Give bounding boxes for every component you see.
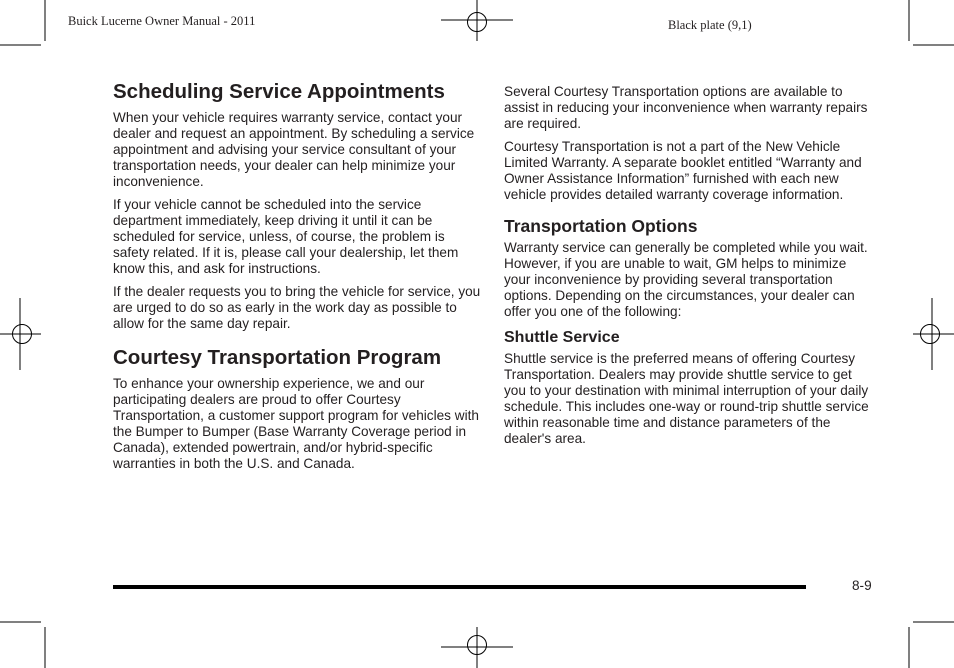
- registration-mark-top: [441, 0, 513, 41]
- registration-mark-bottom: [441, 627, 513, 668]
- heading-transportation-options: Transportation Options: [504, 216, 698, 236]
- page-number: 8-9: [852, 578, 872, 593]
- paragraph: When your vehicle requires warranty service, contact your dealer and request an appointment. By scheduling a service appointment and advising your service consultant of your transportation needs, your dealer can help minimize your inconvenience.: [113, 110, 475, 189]
- paragraph: To enhance your ownership experience, we and our participating dealers are proud to offer Courtesy Transportation, a customer support program for vehicles with the Bumper to Bumper (Base Warranty Coverage period in Canada), extended powertrain, and/or hybrid-specific warranties in both the U.S. and Canada.: [113, 376, 479, 471]
- footer-rule: [113, 585, 806, 589]
- section-scheduling-service-appointments: [113, 80, 481, 332]
- heading-shuttle-service: Shuttle Service: [504, 329, 620, 346]
- running-header-plate: Black plate (9,1): [668, 18, 752, 32]
- paragraph: Shuttle service is the preferred means of offering Courtesy Transportation. Dealers may provide shuttle service to get you to your destination with minimal interruption of your daily schedule. This includes one-way or round-trip shuttle service within reasonable time and distance parameters of the dealer's area.: [504, 351, 869, 446]
- right-column: [504, 84, 874, 454]
- paragraph: If your vehicle cannot be scheduled into the service department immediately, keep driving it until it can be scheduled for service, unless, of course, the problem is safety related. If it is, please call your dealership, let them know this, and ask for instructions.: [113, 197, 459, 276]
- registration-mark-right: [913, 298, 954, 370]
- section-courtesy-transportation-program: [113, 346, 481, 472]
- registration-mark-left: [0, 298, 41, 370]
- heading-courtesy-transportation-program: Courtesy Transportation Program: [113, 346, 442, 369]
- section-transportation-options: [504, 215, 874, 320]
- paragraph: If the dealer requests you to bring the vehicle for service, you are urged to do so as early in the work day as possible to allow for the same day repair.: [113, 284, 481, 331]
- paragraph: Several Courtesy Transportation options are available to assist in reducing your inconvenience when warranty repairs are required.: [504, 84, 868, 131]
- section-shuttle-service: [504, 328, 874, 447]
- left-column: [113, 80, 481, 479]
- heading-scheduling-service-appointments: Scheduling Service Appointments: [113, 80, 445, 103]
- running-header-title: Buick Lucerne Owner Manual - 2011: [68, 14, 256, 28]
- paragraph: Warranty service can generally be completed while you wait. However, if you are unable to wait, GM helps to minimize your inconvenience by providing several transportation options. Depending on the circumstances, your dealer can offer you one of the following:: [504, 240, 868, 319]
- paragraph: Courtesy Transportation is not a part of the New Vehicle Limited Warranty. A separate booklet entitled “Warranty and Owner Assistance Information” furnished with each new vehicle provides detailed warranty coverage information.: [504, 139, 862, 202]
